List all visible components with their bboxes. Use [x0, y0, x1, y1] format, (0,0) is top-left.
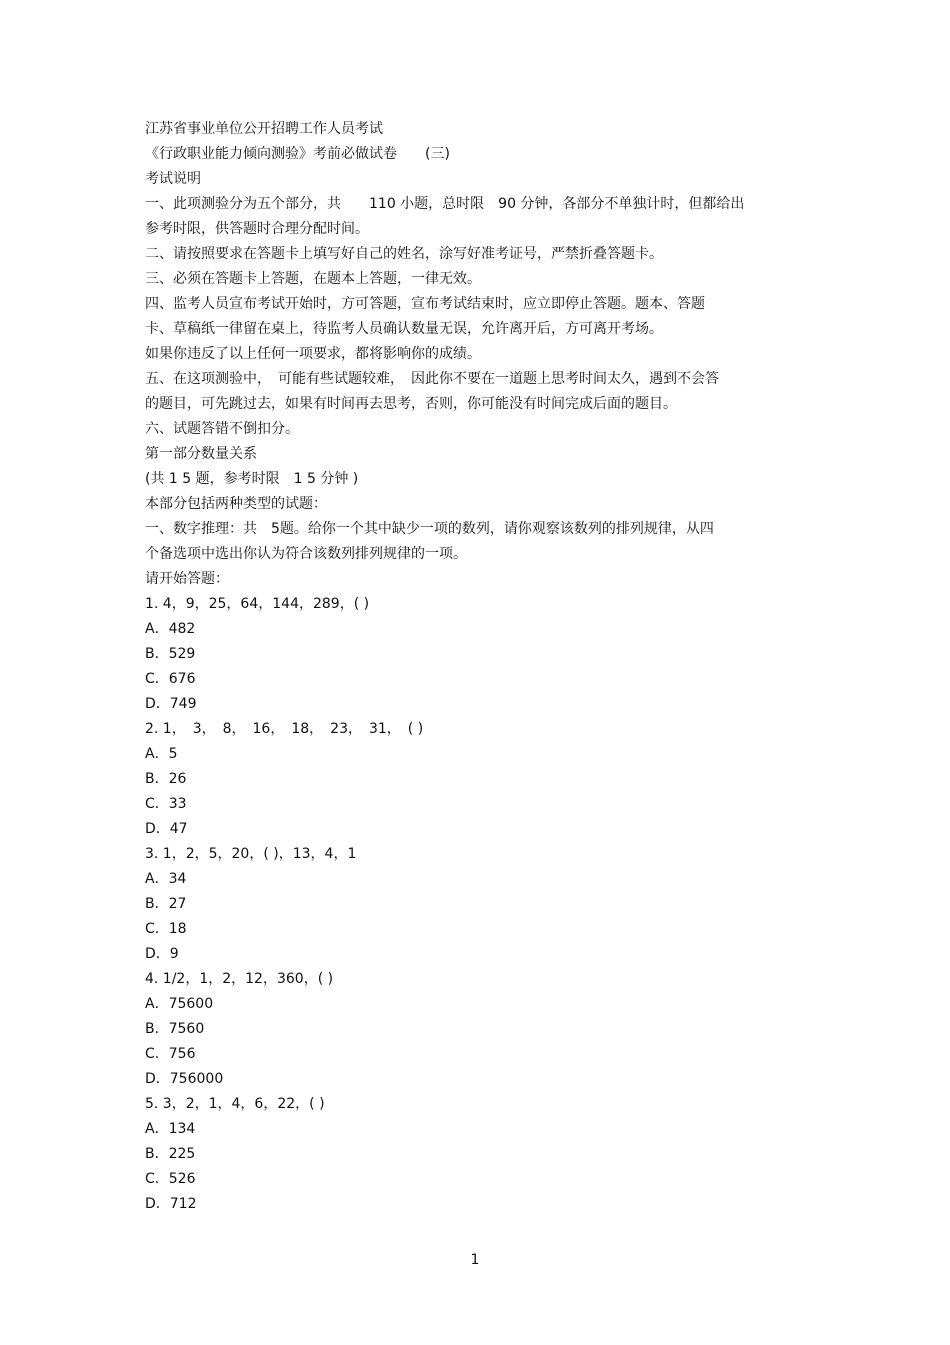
option-b: B．26 [145, 771, 187, 787]
option-c: C．676 [145, 671, 196, 687]
instructions-heading: 考试说明 [145, 171, 201, 187]
instruction-line: 三、必须在答题卡上答题，在题本上答题，一律无效。 [145, 271, 481, 287]
exam-subtitle-line: 《行政职业能力倾向测验》考前必做试卷 (三) [145, 146, 450, 162]
question-stem: 2. 1， 3， 8， 16， 18， 23， 31， ( ) [145, 721, 424, 737]
document-body [145, 117, 795, 1217]
option-d: D．9 [145, 946, 179, 962]
option-c: C．18 [145, 921, 187, 937]
section-intro: 一、数字推理：共 5题。给你一个其中缺少一项的数列，请你观察该数列的排列规律，从四 [145, 521, 714, 537]
instruction-line: 五、在这项测验中， 可能有些试题较难， 因此你不要在一道题上思考时间太久，遇到不会答 [145, 371, 719, 387]
instruction-line: 卡、草稿纸一律留在桌上，待监考人员确认数量无误，允许离开后，方可离开考场。 [145, 321, 663, 337]
instruction-line: 六、试题答错不倒扣分。 [145, 421, 299, 437]
option-b: B．225 [145, 1146, 196, 1162]
instruction-line: 四、监考人员宣布考试开始时，方可答题，宣布考试结束时，应立即停止答题。题本、答题 [145, 296, 705, 312]
option-a: A．5 [145, 746, 178, 762]
start-prompt: 请开始答题： [145, 571, 229, 587]
option-d: D．47 [145, 821, 188, 837]
instruction-line: 二、请按照要求在答题卡上填写好自己的姓名，涂写好准考证号，严禁折叠答题卡。 [145, 246, 663, 262]
option-b: B．7560 [145, 1021, 205, 1037]
option-a: A．34 [145, 871, 187, 887]
option-c: C．526 [145, 1171, 196, 1187]
option-c: C．33 [145, 796, 187, 812]
question-stem: 5. 3，2，1，4，6，22，( ) [145, 1096, 325, 1112]
question-stem: 1. 4，9，25，64，144，289，( ) [145, 596, 370, 612]
option-a: A．482 [145, 621, 196, 637]
instruction-line: 参考时限，供答题时合理分配时间。 [145, 221, 369, 237]
question-stem: 3. 1，2，5，20，( )，13，4，1 [145, 846, 357, 862]
instruction-line: 的题目，可先跳过去，如果有时间再去思考，否则，你可能没有时间完成后面的题目。 [145, 396, 677, 412]
instruction-line: 如果你违反了以上任何一项要求，都将影响你的成绩。 [145, 346, 481, 362]
section-meta: (共 1 5 题，参考时限 1 5 分钟 ) [145, 471, 359, 487]
option-a: A．134 [145, 1121, 196, 1137]
section-intro: 本部分包括两种类型的试题： [145, 496, 327, 512]
option-b: B．529 [145, 646, 196, 662]
exam-title-line: 江苏省事业单位公开招聘工作人员考试 [145, 121, 383, 137]
option-d: D．749 [145, 696, 197, 712]
option-a: A．75600 [145, 996, 214, 1012]
instruction-line: 一、此项测验分为五个部分，共 110 小题，总时限 90 分钟，各部分不单独计时，但都给出 [145, 196, 745, 212]
section-intro: 个备选项中选出你认为符合该数列排列规律的一项。 [145, 546, 467, 562]
question-stem: 4. 1/2，1，2，12，360，( ) [145, 971, 334, 987]
option-b: B．27 [145, 896, 187, 912]
option-d: D．756000 [145, 1071, 224, 1087]
section-heading: 第一部分数量关系 [145, 446, 257, 462]
option-d: D．712 [145, 1196, 197, 1212]
page-number: 1 [470, 1252, 480, 1268]
option-c: C．756 [145, 1046, 196, 1062]
